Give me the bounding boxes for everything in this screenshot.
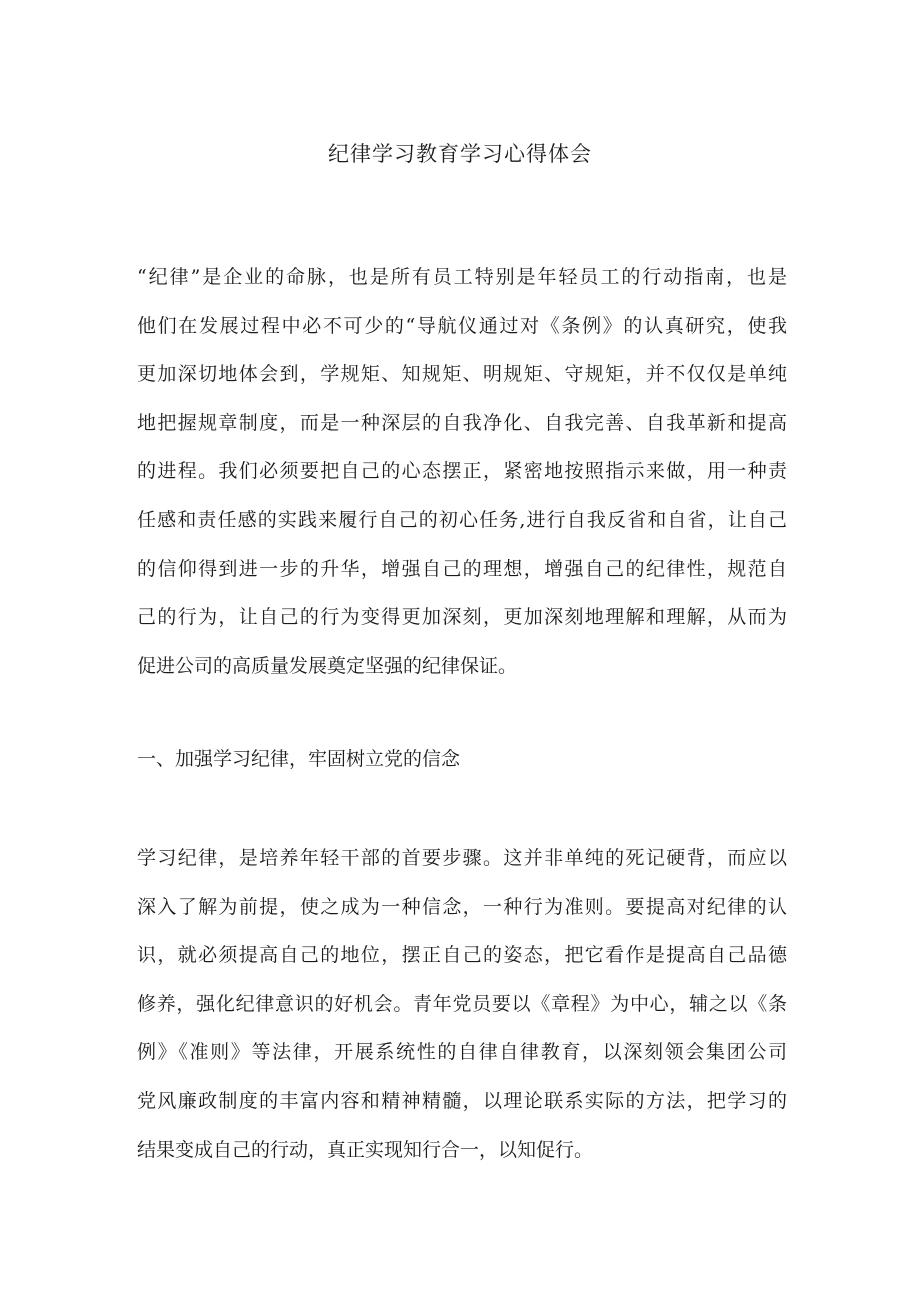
paragraph-line: 深入了解为前提，使之成为一种信念，一种行为准则。要提高对纪律的认: [137, 895, 787, 918]
paragraph-line: 识，就必须提高自己的地位，摆正自己的姿态，把它看作是提高自己品德: [137, 944, 787, 967]
paragraph-line: 促进公司的高质量发展奠定坚强的纪律保证。: [137, 654, 518, 677]
paragraph-line: 例》《准则》等法律，开展系统性的自律自律教育，以深刻领会集团公司: [137, 1041, 787, 1064]
paragraph-section1: [137, 834, 787, 1174]
paragraph-line: 修养，强化纪律意识的好机会。青年党员要以《章程》为中心，辅之以《条: [137, 992, 787, 1015]
paragraph-line: 地把握规章制度，而是一种深层的自我净化、自我完善、自我革新和提高: [137, 411, 787, 434]
paragraph-intro: [137, 253, 787, 690]
paragraph-line: 任感和责任感的实践来履行自己的初心任务,进行自我反省和自省，让自己: [137, 508, 787, 531]
paragraph-line: 学习纪律，是培养年轻干部的首要步骤。这并非单纯的死记硬背，而应以: [137, 847, 787, 869]
paragraph-line: 更加深切地体会到，学规矩、知规矩、明规矩、守规矩，并不仅仅是单纯: [137, 363, 787, 386]
paragraph-line: 己的行为，让自己的行为变得更加深刻，更加深刻地理解和理解，从而为: [137, 606, 787, 629]
paragraph-line: 他们在发展过程中必不可少的“导航仪通过对《条例》的认真研究，使我: [137, 314, 787, 337]
paragraph-line: “纪律”是企业的命脉，也是所有员工特别是年轻员工的行动指南，也是: [137, 266, 787, 288]
paragraph-line: 党风廉政制度的丰富内容和精神精髓，以理论联系实际的方法，把学习的: [137, 1089, 787, 1112]
paragraph-line: 的进程。我们必须要把自己的心态摆正，紧密地按照指示来做，用一种责: [137, 460, 787, 483]
paragraph-line: 结果变成自己的行动，真正实现知行合一，以知促行。: [137, 1138, 594, 1161]
paragraph-line: 的信仰得到进一步的升华，增强自己的理想，增强自己的纪律性，规范自: [137, 557, 787, 580]
document-title: 纪律学习教育学习心得体会: [328, 142, 592, 166]
section-heading: 一、加强学习纪律，牢固树立党的信念: [137, 748, 461, 770]
